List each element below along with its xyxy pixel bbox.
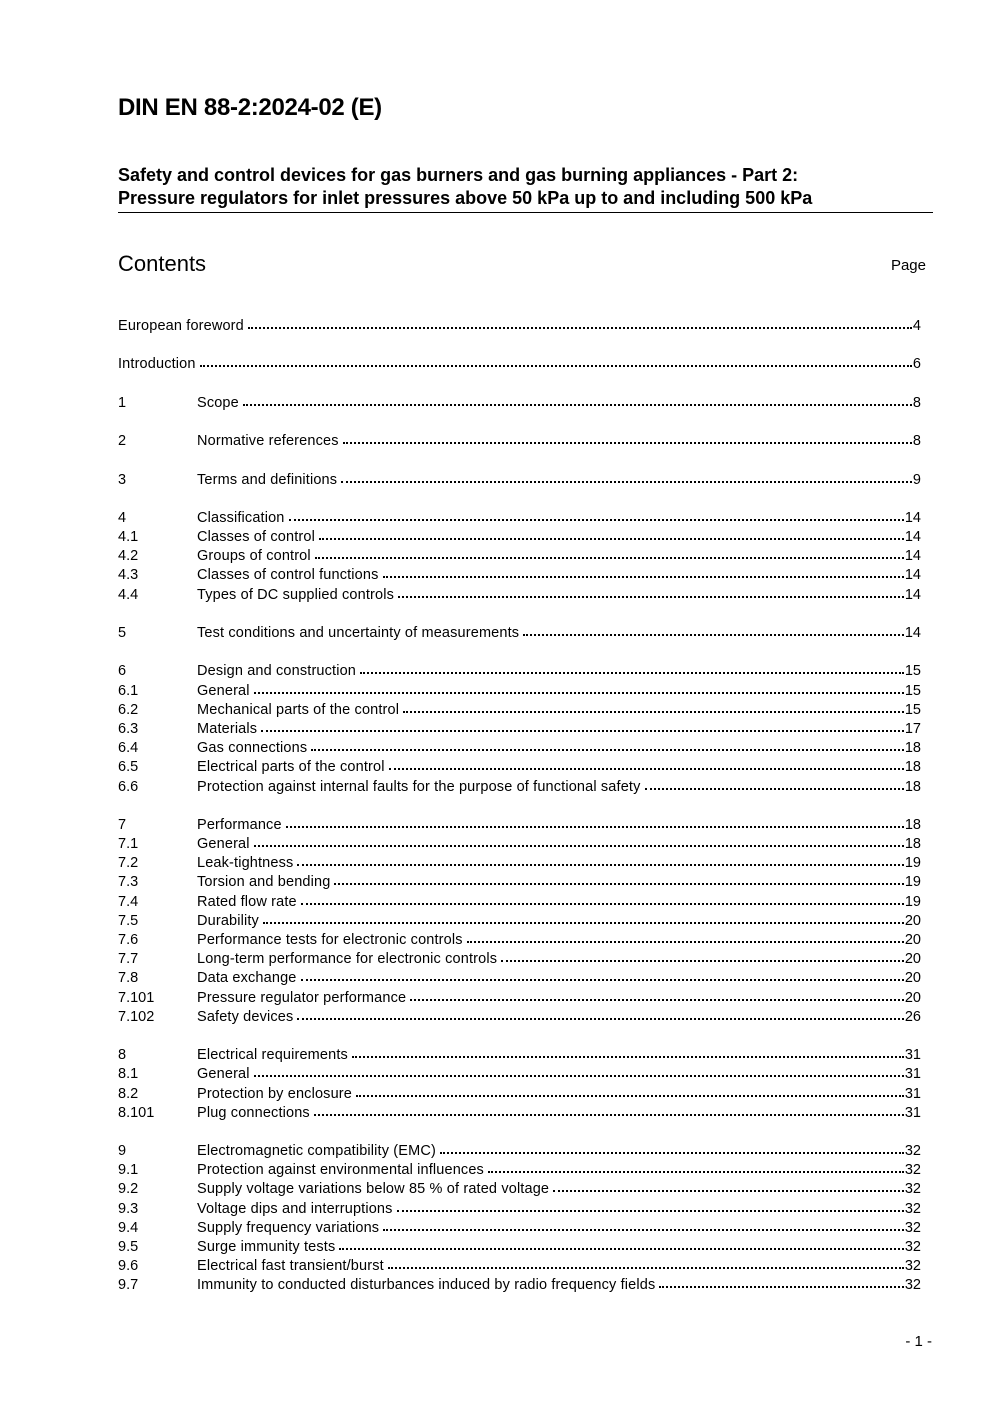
toc-dot-leader bbox=[297, 850, 903, 866]
toc-entry-number: 6.2 bbox=[118, 701, 139, 718]
toc-entry-title: Test conditions and uncertainty of measurements bbox=[197, 625, 520, 641]
toc-entry-title: Electromagnetic compatibility (EMC) bbox=[197, 1143, 436, 1160]
toc-entry-number: 8.1 bbox=[118, 1066, 139, 1083]
toc-dot-leader bbox=[467, 927, 904, 943]
toc-entry[interactable] bbox=[118, 525, 921, 544]
toc-entry-page: 31 bbox=[904, 1066, 921, 1083]
toc-dot-leader bbox=[383, 562, 904, 578]
toc-dot-leader bbox=[248, 313, 912, 329]
toc-dot-leader bbox=[254, 678, 904, 694]
page-column-heading: Page bbox=[890, 257, 926, 274]
toc-entry[interactable] bbox=[118, 1216, 921, 1235]
toc-entry-number: 7.4 bbox=[118, 893, 139, 910]
toc-entry-title: Types of DC supplied controls bbox=[197, 586, 394, 603]
toc-entry-title: Torsion and bending bbox=[197, 874, 331, 891]
toc-entry[interactable] bbox=[118, 870, 921, 889]
toc-entry[interactable] bbox=[118, 890, 921, 909]
toc-entry-title: Protection by enclosure bbox=[197, 1085, 352, 1102]
toc-dot-leader bbox=[397, 1196, 904, 1212]
toc-dot-leader bbox=[254, 831, 904, 847]
toc-entry-title: General bbox=[197, 836, 250, 853]
toc-entry-number: 4.2 bbox=[118, 548, 139, 565]
toc-entry-number: 7 bbox=[118, 816, 127, 833]
toc-entry[interactable] bbox=[118, 1101, 921, 1120]
toc-dot-leader bbox=[360, 658, 904, 674]
toc-entry-number: 6.5 bbox=[118, 759, 139, 776]
toc-entry-number: 7.6 bbox=[118, 932, 139, 948]
toc-entry-page: 14 bbox=[904, 529, 921, 546]
toc-entry-page: 32 bbox=[904, 1258, 921, 1275]
toc-dot-leader bbox=[301, 965, 904, 981]
toc-dot-leader bbox=[501, 946, 904, 962]
toc-dot-leader bbox=[343, 428, 912, 444]
toc-entry-number: 7.102 bbox=[118, 1008, 155, 1025]
toc-entry-page: 4 bbox=[912, 318, 921, 334]
toc-entry-page: 32 bbox=[904, 1143, 921, 1160]
toc-entry-page: 14 bbox=[904, 625, 921, 641]
toc-entry-title: Gas connections bbox=[197, 740, 308, 757]
document-id: DIN EN 88-2:2024-02 (E) bbox=[118, 94, 382, 121]
toc-entry-title: European foreword bbox=[118, 318, 244, 334]
toc-entry-title: Data exchange bbox=[197, 970, 297, 987]
toc-entry-title: Mechanical parts of the control bbox=[197, 701, 400, 718]
toc-dot-leader bbox=[286, 812, 904, 828]
toc-entry-number: 4.4 bbox=[118, 586, 139, 603]
toc-dot-leader bbox=[334, 869, 903, 885]
toc-entry-page: 19 bbox=[904, 893, 921, 910]
toc-entry[interactable] bbox=[118, 1254, 921, 1273]
toc-entry-title: Leak-tightness bbox=[197, 855, 294, 872]
toc-entry-title: Safety devices bbox=[197, 1008, 294, 1025]
toc-entry[interactable] bbox=[118, 563, 921, 582]
toc-entry-title: Scope bbox=[197, 394, 239, 411]
toc-entry-page: 31 bbox=[904, 1047, 921, 1064]
toc-entry-page: 19 bbox=[904, 874, 921, 891]
toc-entry-title: Supply frequency variations bbox=[197, 1219, 380, 1236]
toc-entry-title: Classes of control bbox=[197, 529, 315, 546]
toc-dot-leader bbox=[314, 1100, 904, 1116]
toc-entry-number: 5 bbox=[118, 625, 127, 641]
toc-entry-page: 31 bbox=[904, 1085, 921, 1102]
toc-entry-title: Classification bbox=[197, 509, 285, 526]
toc-entry-page: 14 bbox=[904, 567, 921, 584]
toc-entry-title: Long-term performance for electronic controls bbox=[197, 951, 498, 968]
toc-entry-title: Rated flow rate bbox=[197, 893, 297, 910]
toc-entry-title: Classes of control functions bbox=[197, 567, 379, 584]
toc-entry[interactable] bbox=[118, 352, 921, 371]
toc-entry-number: 7.5 bbox=[118, 912, 139, 929]
toc-dot-leader bbox=[301, 889, 904, 905]
toc-entry[interactable] bbox=[118, 1082, 921, 1101]
toc-dot-leader bbox=[289, 505, 904, 521]
toc-entry-number: 8 bbox=[118, 1047, 127, 1064]
toc-dot-leader bbox=[243, 390, 912, 406]
toc-entry-page: 20 bbox=[904, 932, 921, 948]
toc-entry[interactable] bbox=[118, 755, 921, 774]
toc-entry-number: 7.2 bbox=[118, 855, 139, 872]
toc-entry[interactable] bbox=[118, 314, 921, 333]
toc-entry-title: Normative references bbox=[197, 433, 339, 450]
toc-entry-number: 8.101 bbox=[118, 1104, 155, 1121]
toc-entry[interactable] bbox=[118, 775, 921, 794]
toc-entry-number: 3 bbox=[118, 471, 127, 488]
toc-entry[interactable] bbox=[118, 659, 921, 678]
toc-dot-leader bbox=[254, 1061, 904, 1077]
toc-entry-title: Groups of control bbox=[197, 548, 311, 565]
toc-entry-number: 7.8 bbox=[118, 970, 139, 987]
toc-entry[interactable] bbox=[118, 832, 921, 851]
toc-entry[interactable] bbox=[118, 813, 921, 832]
toc-dot-leader bbox=[263, 908, 904, 924]
toc-entry-number: 9.1 bbox=[118, 1162, 139, 1179]
page-number: - 1 - bbox=[905, 1333, 932, 1350]
toc-entry-page: 20 bbox=[904, 951, 921, 968]
toc-dot-leader bbox=[356, 1081, 904, 1097]
toc-entry[interactable] bbox=[118, 1158, 921, 1177]
toc-entry-page: 18 bbox=[904, 759, 921, 776]
toc-dot-leader bbox=[341, 467, 912, 483]
toc-dot-leader bbox=[315, 543, 904, 559]
toc-entry[interactable] bbox=[118, 1177, 921, 1196]
toc-entry[interactable] bbox=[118, 717, 921, 736]
document-title bbox=[118, 164, 933, 213]
toc-entry[interactable] bbox=[118, 1043, 921, 1062]
toc-entry-page: 14 bbox=[904, 509, 921, 526]
toc-entry-page: 20 bbox=[904, 912, 921, 929]
toc-entry-number: 9.4 bbox=[118, 1219, 139, 1236]
toc-dot-leader bbox=[410, 985, 904, 1001]
toc-entry-page: 6 bbox=[912, 356, 921, 373]
toc-dot-leader bbox=[389, 754, 904, 770]
toc-entry-page: 14 bbox=[904, 586, 921, 603]
toc-entry-title: Pressure regulator performance bbox=[197, 989, 407, 1006]
toc-dot-leader bbox=[553, 1176, 904, 1192]
toc-dot-leader bbox=[388, 1253, 904, 1269]
toc-entry-page: 15 bbox=[904, 701, 921, 718]
toc-entry-number: 7.3 bbox=[118, 874, 139, 891]
toc-entry-title: Surge immunity tests bbox=[197, 1239, 336, 1255]
toc-entry[interactable] bbox=[118, 468, 921, 487]
toc-entry[interactable] bbox=[118, 1062, 921, 1081]
toc-dot-leader bbox=[261, 716, 904, 732]
toc-entry-page: 26 bbox=[904, 1008, 921, 1025]
toc-entry[interactable] bbox=[118, 851, 921, 870]
toc-entry-number: 9.2 bbox=[118, 1181, 139, 1198]
toc-entry[interactable] bbox=[118, 1235, 921, 1254]
toc-dot-leader bbox=[659, 1272, 904, 1288]
toc-entry-page: 8 bbox=[912, 394, 921, 411]
toc-entry[interactable] bbox=[118, 429, 921, 448]
toc-entry-number: 9 bbox=[118, 1143, 127, 1160]
toc-entry-title: Immunity to conducted disturbances induced by radio frequency fields bbox=[197, 1277, 656, 1294]
document-title-line-1: Safety and control devices for gas burners and gas burning appliances - Part 2: bbox=[118, 165, 799, 185]
toc-entry-page: 32 bbox=[904, 1181, 921, 1198]
toc-entry-number: 4 bbox=[118, 509, 127, 526]
toc-entry-title: Introduction bbox=[118, 356, 196, 373]
toc-entry-title: Performance tests for electronic controls bbox=[197, 932, 463, 948]
toc-dot-leader bbox=[200, 351, 912, 367]
table-of-contents bbox=[118, 314, 921, 1293]
toc-entry[interactable] bbox=[118, 966, 921, 985]
toc-entry[interactable] bbox=[118, 621, 921, 640]
toc-entry-title: Electrical parts of the control bbox=[197, 759, 385, 776]
toc-entry-title: Durability bbox=[197, 912, 259, 929]
toc-entry-page: 9 bbox=[912, 471, 921, 488]
toc-entry[interactable] bbox=[118, 928, 921, 947]
toc-entry[interactable] bbox=[118, 986, 921, 1005]
toc-entry[interactable] bbox=[118, 1197, 921, 1216]
toc-entry-page: 18 bbox=[904, 836, 921, 853]
toc-entry[interactable] bbox=[118, 679, 921, 698]
toc-dot-leader bbox=[645, 774, 904, 790]
toc-entry-number: 8.2 bbox=[118, 1085, 139, 1102]
toc-entry-title: Design and construction bbox=[197, 663, 357, 680]
toc-entry-number: 6.1 bbox=[118, 682, 139, 699]
toc-entry-number: 9.5 bbox=[118, 1239, 139, 1255]
toc-entry-title: Supply voltage variations below 85 % of rated voltage bbox=[197, 1181, 550, 1198]
toc-entry[interactable] bbox=[118, 1273, 921, 1292]
toc-entry[interactable] bbox=[118, 736, 921, 755]
toc-entry-title: Terms and definitions bbox=[197, 471, 338, 488]
toc-dot-leader bbox=[297, 1004, 903, 1020]
toc-dot-leader bbox=[383, 1215, 904, 1231]
toc-entry-number: 9.6 bbox=[118, 1258, 139, 1275]
toc-entry-number: 7.1 bbox=[118, 836, 139, 853]
toc-entry-title: Performance bbox=[197, 816, 282, 833]
toc-entry-number: 1 bbox=[118, 394, 127, 411]
toc-entry-title: General bbox=[197, 1066, 250, 1083]
toc-entry[interactable] bbox=[118, 506, 921, 525]
toc-entry[interactable] bbox=[118, 1139, 921, 1158]
toc-entry[interactable] bbox=[118, 947, 921, 966]
toc-entry[interactable] bbox=[118, 583, 921, 602]
toc-entry-number: 9.7 bbox=[118, 1277, 139, 1294]
toc-entry-page: 15 bbox=[904, 663, 921, 680]
toc-entry-number: 6.3 bbox=[118, 720, 139, 737]
toc-entry-page: 32 bbox=[904, 1219, 921, 1236]
toc-entry-number: 6.4 bbox=[118, 740, 139, 757]
toc-entry-title: Protection against environmental influences bbox=[197, 1162, 484, 1179]
toc-entry-number: 7.7 bbox=[118, 951, 139, 968]
toc-entry-title: Plug connections bbox=[197, 1104, 310, 1121]
toc-dot-leader bbox=[339, 1234, 903, 1250]
toc-entry-page: 17 bbox=[904, 720, 921, 737]
toc-dot-leader bbox=[398, 582, 904, 598]
toc-entry-page: 31 bbox=[904, 1104, 921, 1121]
toc-entry[interactable] bbox=[118, 1005, 921, 1024]
toc-dot-leader bbox=[523, 620, 904, 636]
toc-entry-page: 18 bbox=[904, 778, 921, 795]
toc-entry-page: 32 bbox=[904, 1277, 921, 1294]
toc-entry-page: 32 bbox=[904, 1162, 921, 1179]
toc-entry-number: 6 bbox=[118, 663, 127, 680]
toc-entry-number: 7.101 bbox=[118, 989, 155, 1006]
toc-dot-leader bbox=[488, 1157, 904, 1173]
toc-entry-page: 15 bbox=[904, 682, 921, 699]
toc-dot-leader bbox=[440, 1138, 904, 1154]
toc-entry-number: 6.6 bbox=[118, 778, 139, 795]
toc-entry-page: 32 bbox=[904, 1200, 921, 1217]
toc-entry-page: 18 bbox=[904, 740, 921, 757]
toc-entry-title: Electrical requirements bbox=[197, 1047, 348, 1064]
toc-entry-title: General bbox=[197, 682, 250, 699]
toc-entry-title: Voltage dips and interruptions bbox=[197, 1200, 393, 1217]
toc-entry-number: 9.3 bbox=[118, 1200, 139, 1217]
toc-entry-page: 14 bbox=[904, 548, 921, 565]
toc-entry-number: 2 bbox=[118, 433, 127, 450]
toc-entry[interactable] bbox=[118, 909, 921, 928]
toc-entry-page: 19 bbox=[904, 855, 921, 872]
document-title-line-2: Pressure regulators for inlet pressures above 50 kPa up to and including 500 kPa bbox=[118, 188, 813, 208]
toc-entry-title: Electrical fast transient/burst bbox=[197, 1258, 384, 1275]
toc-dot-leader bbox=[403, 697, 904, 713]
toc-entry-page: 20 bbox=[904, 970, 921, 987]
toc-entry-page: 8 bbox=[912, 433, 921, 450]
toc-dot-leader bbox=[311, 735, 904, 751]
toc-dot-leader bbox=[319, 524, 904, 540]
toc-entry-page: 20 bbox=[904, 989, 921, 1006]
toc-entry[interactable] bbox=[118, 391, 921, 410]
toc-entry-title: Materials bbox=[197, 720, 258, 737]
toc-entry[interactable] bbox=[118, 544, 921, 563]
toc-entry-page: 32 bbox=[904, 1239, 921, 1255]
toc-entry-number: 4.1 bbox=[118, 529, 139, 546]
contents-heading: Contents bbox=[118, 251, 207, 276]
toc-entry-title: Protection against internal faults for the purpose of functional safety bbox=[197, 778, 641, 795]
toc-entry[interactable] bbox=[118, 698, 921, 717]
toc-entry-page: 18 bbox=[904, 816, 921, 833]
toc-dot-leader bbox=[352, 1042, 904, 1058]
toc-entry-number: 4.3 bbox=[118, 567, 139, 584]
